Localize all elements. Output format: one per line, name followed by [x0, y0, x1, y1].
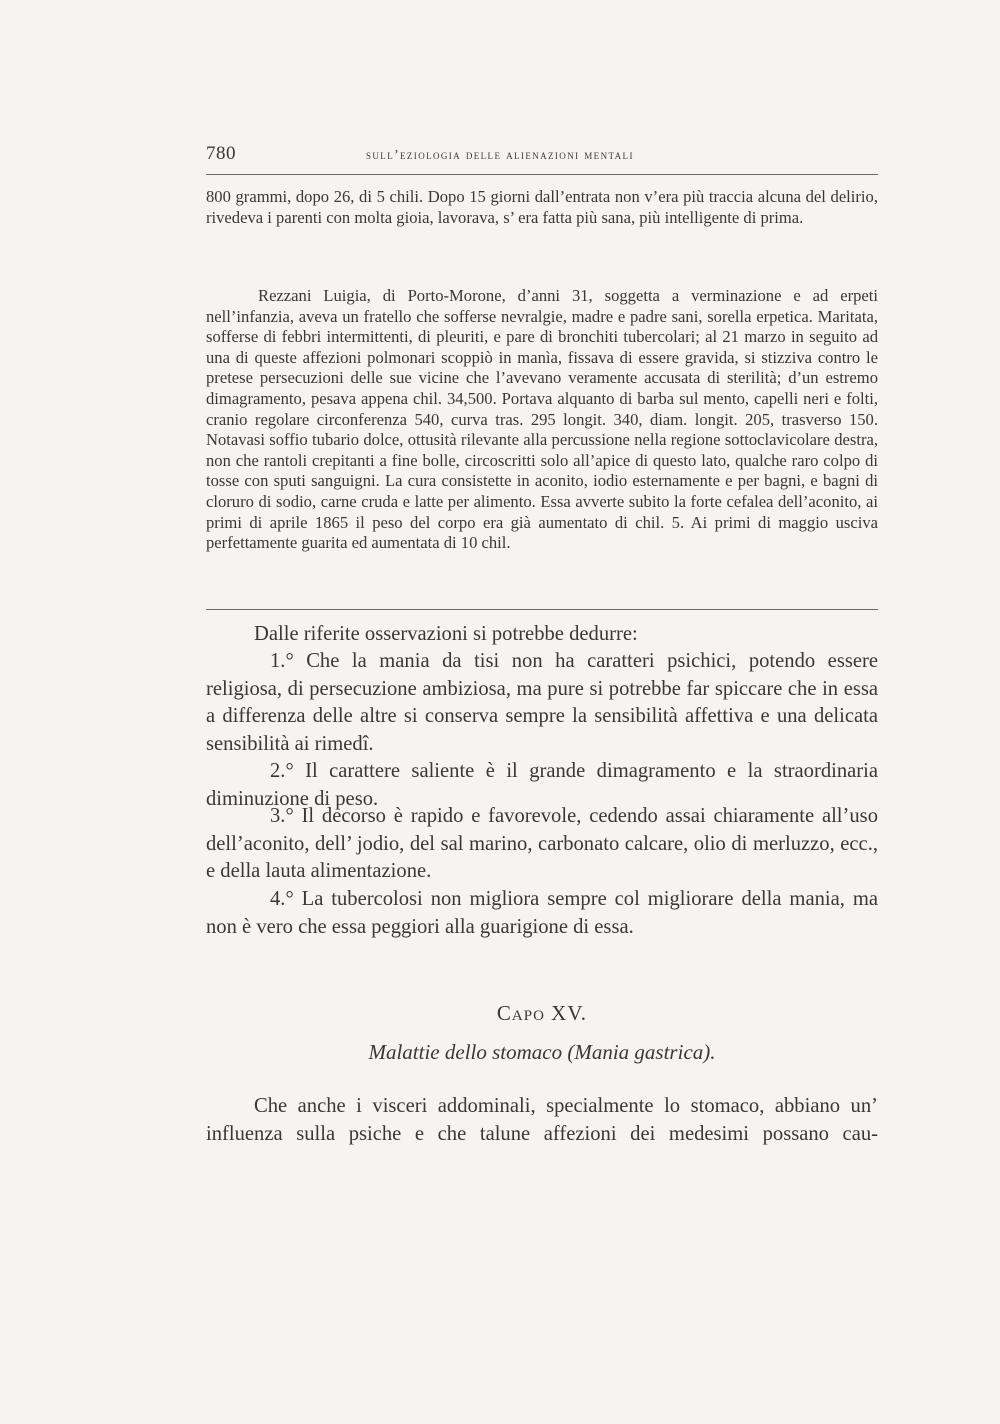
continuation-paragraph: 800 grammi, dopo 26, di 5 chili. Dopo 15 giorni dall’entrata non v’era più traccia alcuna del delirio, rivedeva i parenti con molta gioia, lavorava, s’ era fatta più sana, più intelligente di prima.: [206, 187, 878, 227]
chapter-title-text: Capo XV.: [496, 1001, 588, 1025]
chapter-opening-paragraph: Che anche i visceri addominali, specialmente lo stomaco, abbiano un’ influenza sulla psiche e che talune affezioni dei medesimi possano cau-: [206, 1095, 878, 1145]
conclusions-intro: Dalle riferite osservazioni si potrebbe dedurre:: [254, 623, 638, 645]
running-head: sull’eziologia delle alienazioni mentali: [366, 147, 634, 162]
section-rule: [206, 609, 878, 610]
conclusion-item-1: 1.° Che la mania da tisi non ha caratteri psichici, potendo essere religiosa, di persecuzione ambiziosa, ma pure si potrebbe far spiccare che in essa a differenza delle altre si conserva sempre la sensibilità affettiva e una delicata sensibilità ai rimedî.: [206, 650, 878, 755]
page-header: [206, 143, 878, 173]
chapter-subtitle: Malattie dello stomaco (Mania gastrica).: [368, 1040, 716, 1064]
page-number: 780: [206, 143, 236, 164]
conclusion-item-2: 2.° Il carattere saliente è il grande dimagramento e la straordinaria diminuzione di peso.: [206, 760, 878, 810]
case-paragraph-rezzani: Rezzani Luigia, di Porto-Morone, d’anni 31, soggetta a verminazione e ad erpeti nell’infanzia, aveva un fratello che sofferse nevralgie, madre e padre sani, sorella erpetica. Maritata, sofferse di febbri intermittenti, di pleuriti, e pare di bronchiti tubercolari; al 21 marzo in seguito ad una di queste affezioni polmonari scoppiò in manìa, fissava di essere gravida, si stizziva contro le pretese persecuzioni delle sue vicine che l’avevano veramente accusata di sterilità; d’un estremo dimagramento, pesava appena chil. 34,500. Portava alquanto di barba sul mento, capelli neri e folti, cranio regolare circonferenza 540, curva tras. 295 longit. 340, diam. longit. 205, trasverso 150. Notavasi soffio tubario dolce, ottusità rilevante alla percussione nella regione sottoclavicolare destra, non che rantoli crepitanti a fine bolle, circoscritti solo all’apice di questo lato, qualche raro colpo di tosse con sputi sanguigni. La cura consistette in aconito, iodio esternamente e per bagni, e bagni di cloruro di sodio, carne cruda e latte per alimento. Essa avverte subito la forte cefalea dell’aconito, ai primi di aprile 1865 il peso del corpo era già aumentato di chil. 5. Ai primi di maggio usciva perfettamente guarita ed aumentata di 10 chil.: [206, 286, 878, 553]
header-rule: [206, 174, 878, 175]
conclusion-item-4: 4.° La tubercolosi non migliora sempre col migliorare della mania, ma non è vero che essa peggiori alla guarigione di essa.: [206, 888, 878, 938]
conclusion-item-3: 3.° Il decorso è rapido e favorevole, cedendo assai chiaramente all’uso dell’aconito, dell’ jodio, del sal marino, carbonato calcare, olio di merluzzo, ecc., e della lauta alimentazione.: [206, 805, 878, 882]
chapter-title: [206, 1001, 878, 1026]
